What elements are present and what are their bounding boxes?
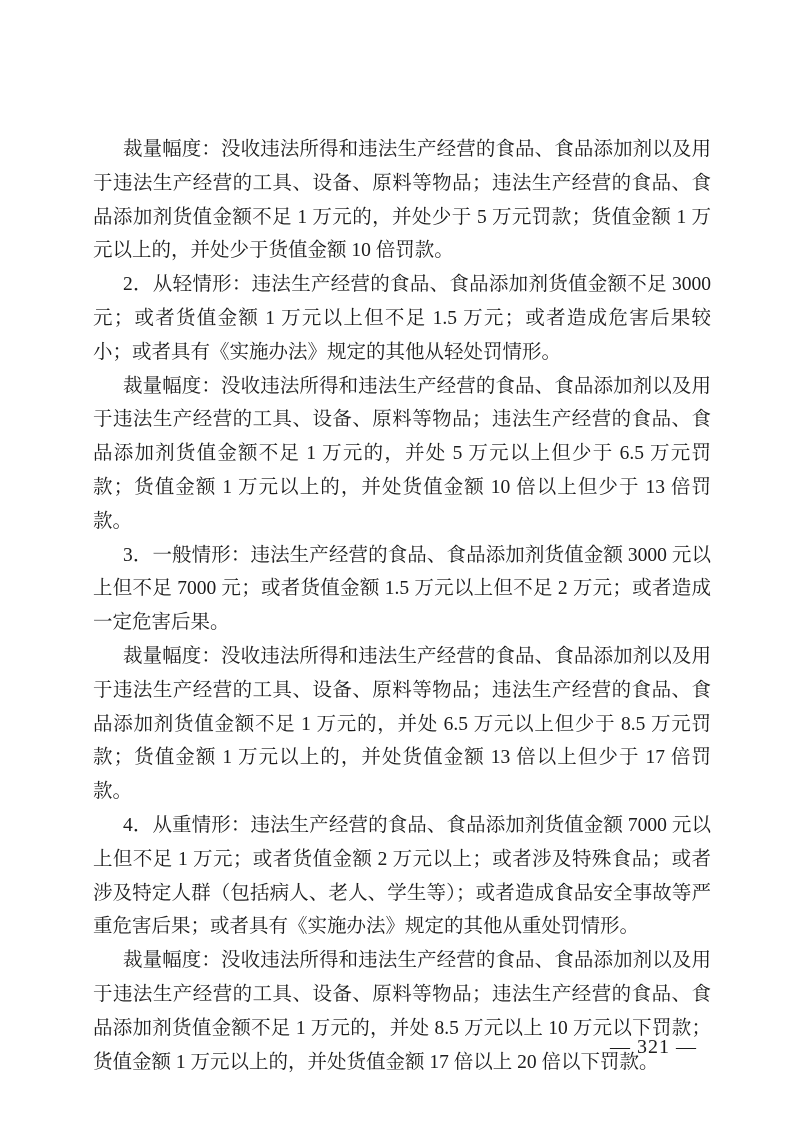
body-paragraph: 裁量幅度：没收违法所得和违法生产经营的食品、食品添加剂以及用于违法生产经营的工具、设备、原料等物品；违法生产经营的食品、食品添加剂货值金额不足 1 万元的，并处 6.5 万元以上但少于 8.5 万元罚款；货值金额 1 万元以上的，并处货值金额 13 倍以上但少于 17 倍罚款。 (93, 645, 711, 803)
page-number: — 321 — (610, 1036, 697, 1058)
body-paragraph: 4．从重情形：违法生产经营的食品、食品添加剂货值金额 7000 元以上但不足 1 万元；或者货值金额 2 万元以上；或者涉及特殊食品；或者涉及特定人群（包括病人、老人、学生等）；或者造成食品安全事故等严重危害后果；或者具有《实施办法》规定的其他从重处罚情形。 (93, 814, 711, 938)
body-paragraph: 裁量幅度：没收违法所得和违法生产经营的食品、食品添加剂以及用于违法生产经营的工具、设备、原料等物品；违法生产经营的食品、食品添加剂货值金额不足 1 万元的，并处 5 万元以上但少于 6.5 万元罚款；货值金额 1 万元以上的，并处货值金额 10 倍以上但少于 13 倍罚款。 (93, 375, 711, 532)
body-paragraph: 3．一般情形：违法生产经营的食品、食品添加剂货值金额 3000 元以上但不足 7000 元；或者货值金额 1.5 万元以上但不足 2 万元；或者造成一定危害后果。 (93, 544, 711, 634)
body-paragraph: 裁量幅度：没收违法所得和违法生产经营的食品、食品添加剂以及用于违法生产经营的工具、设备、原料等物品；违法生产经营的食品、食品添加剂货值金额不足 1 万元的，并处 8.5 万元以上 10 万元以下罚款；货值金额 1 万元以上的，并处货值金额 17 倍以上 20 倍以下罚款。 (93, 950, 711, 1073)
document-body (93, 133, 711, 1079)
body-paragraph: 裁量幅度：没收违法所得和违法生产经营的食品、食品添加剂以及用于违法生产经营的工具、设备、原料等物品；违法生产经营的食品、食品添加剂货值金额不足 1 万元的，并处少于 5 万元罚款；货值金额 1 万元以上的，并处少于货值金额 10 倍罚款。 (93, 139, 711, 262)
body-paragraph: 2．从轻情形：违法生产经营的食品、食品添加剂货值金额不足 3000 元；或者货值金额 1 万元以上但不足 1.5 万元；或者造成危害后果较小；或者具有《实施办法》规定的其他从轻处罚情形。 (93, 274, 711, 363)
